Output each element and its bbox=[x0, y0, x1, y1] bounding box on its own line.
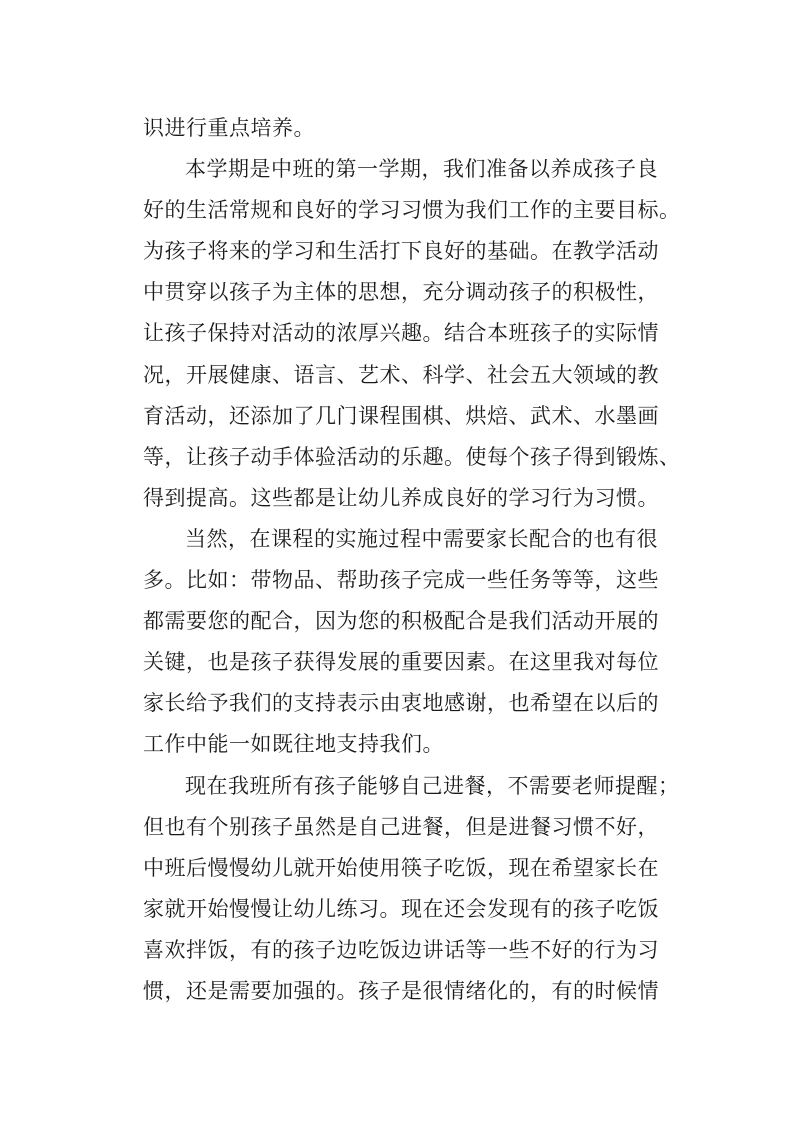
text-line: 但也有个别孩子虽然是自己进餐，但是进餐习惯不好， bbox=[143, 814, 659, 839]
text-line: 惯，还是需要加强的。孩子是很情绪化的，有的时候情 bbox=[143, 978, 659, 1003]
text-line: 现在我班所有孩子能够自己进餐，不需要老师提醒； bbox=[185, 773, 680, 798]
text-line: 都需要您的配合，因为您的积极配合是我们活动开展的 bbox=[143, 609, 659, 634]
document-body bbox=[143, 108, 681, 1012]
text-line: 当然，在课程的实施过程中需要家长配合的也有很 bbox=[185, 526, 658, 551]
text-line: 多。比如：带物品、帮助孩子完成一些任务等等，这些 bbox=[143, 568, 659, 593]
text-line: 况，开展健康、语言、艺术、科学、社会五大领域的教 bbox=[143, 362, 659, 387]
text-line: 让孩子保持对活动的浓厚兴趣。结合本班孩子的实际情 bbox=[143, 321, 659, 346]
text-line: 家就开始慢慢让幼儿练习。现在还会发现有的孩子吃饭 bbox=[143, 896, 659, 921]
text-line: 关键，也是孩子获得发展的重要因素。在这里我对每位 bbox=[143, 650, 659, 675]
text-line: 育活动，还添加了几门课程围棋、烘焙、武术、水墨画 bbox=[143, 403, 659, 428]
text-line: 本学期是中班的第一学期，我们准备以养成孩子良 bbox=[185, 157, 658, 182]
text-line: 家长给予我们的支持表示由衷地感谢，也希望在以后的 bbox=[143, 691, 659, 716]
text-line: 工作中能一如既往地支持我们。 bbox=[143, 732, 444, 757]
text-line: 中贯穿以孩子为主体的思想，充分调动孩子的积极性， bbox=[143, 280, 659, 305]
text-line: 好的生活常规和良好的学习习惯为我们工作的主要目标。 bbox=[143, 198, 681, 223]
text-line: 识进行重点培养。 bbox=[143, 116, 315, 140]
text-line: 得到提高。这些都是让幼儿养成良好的学习行为习惯。 bbox=[143, 485, 659, 510]
text-line: 为孩子将来的学习和生活打下良好的基础。在教学活动 bbox=[143, 239, 659, 264]
text-line: 中班后慢慢幼儿就开始使用筷子吃饭，现在希望家长在 bbox=[143, 855, 659, 880]
text-line: 喜欢拌饭，有的孩子边吃饭边讲话等一些不好的行为习 bbox=[143, 937, 659, 962]
text-line: 等，让孩子动手体验活动的乐趣。使每个孩子得到锻炼、 bbox=[143, 444, 681, 469]
